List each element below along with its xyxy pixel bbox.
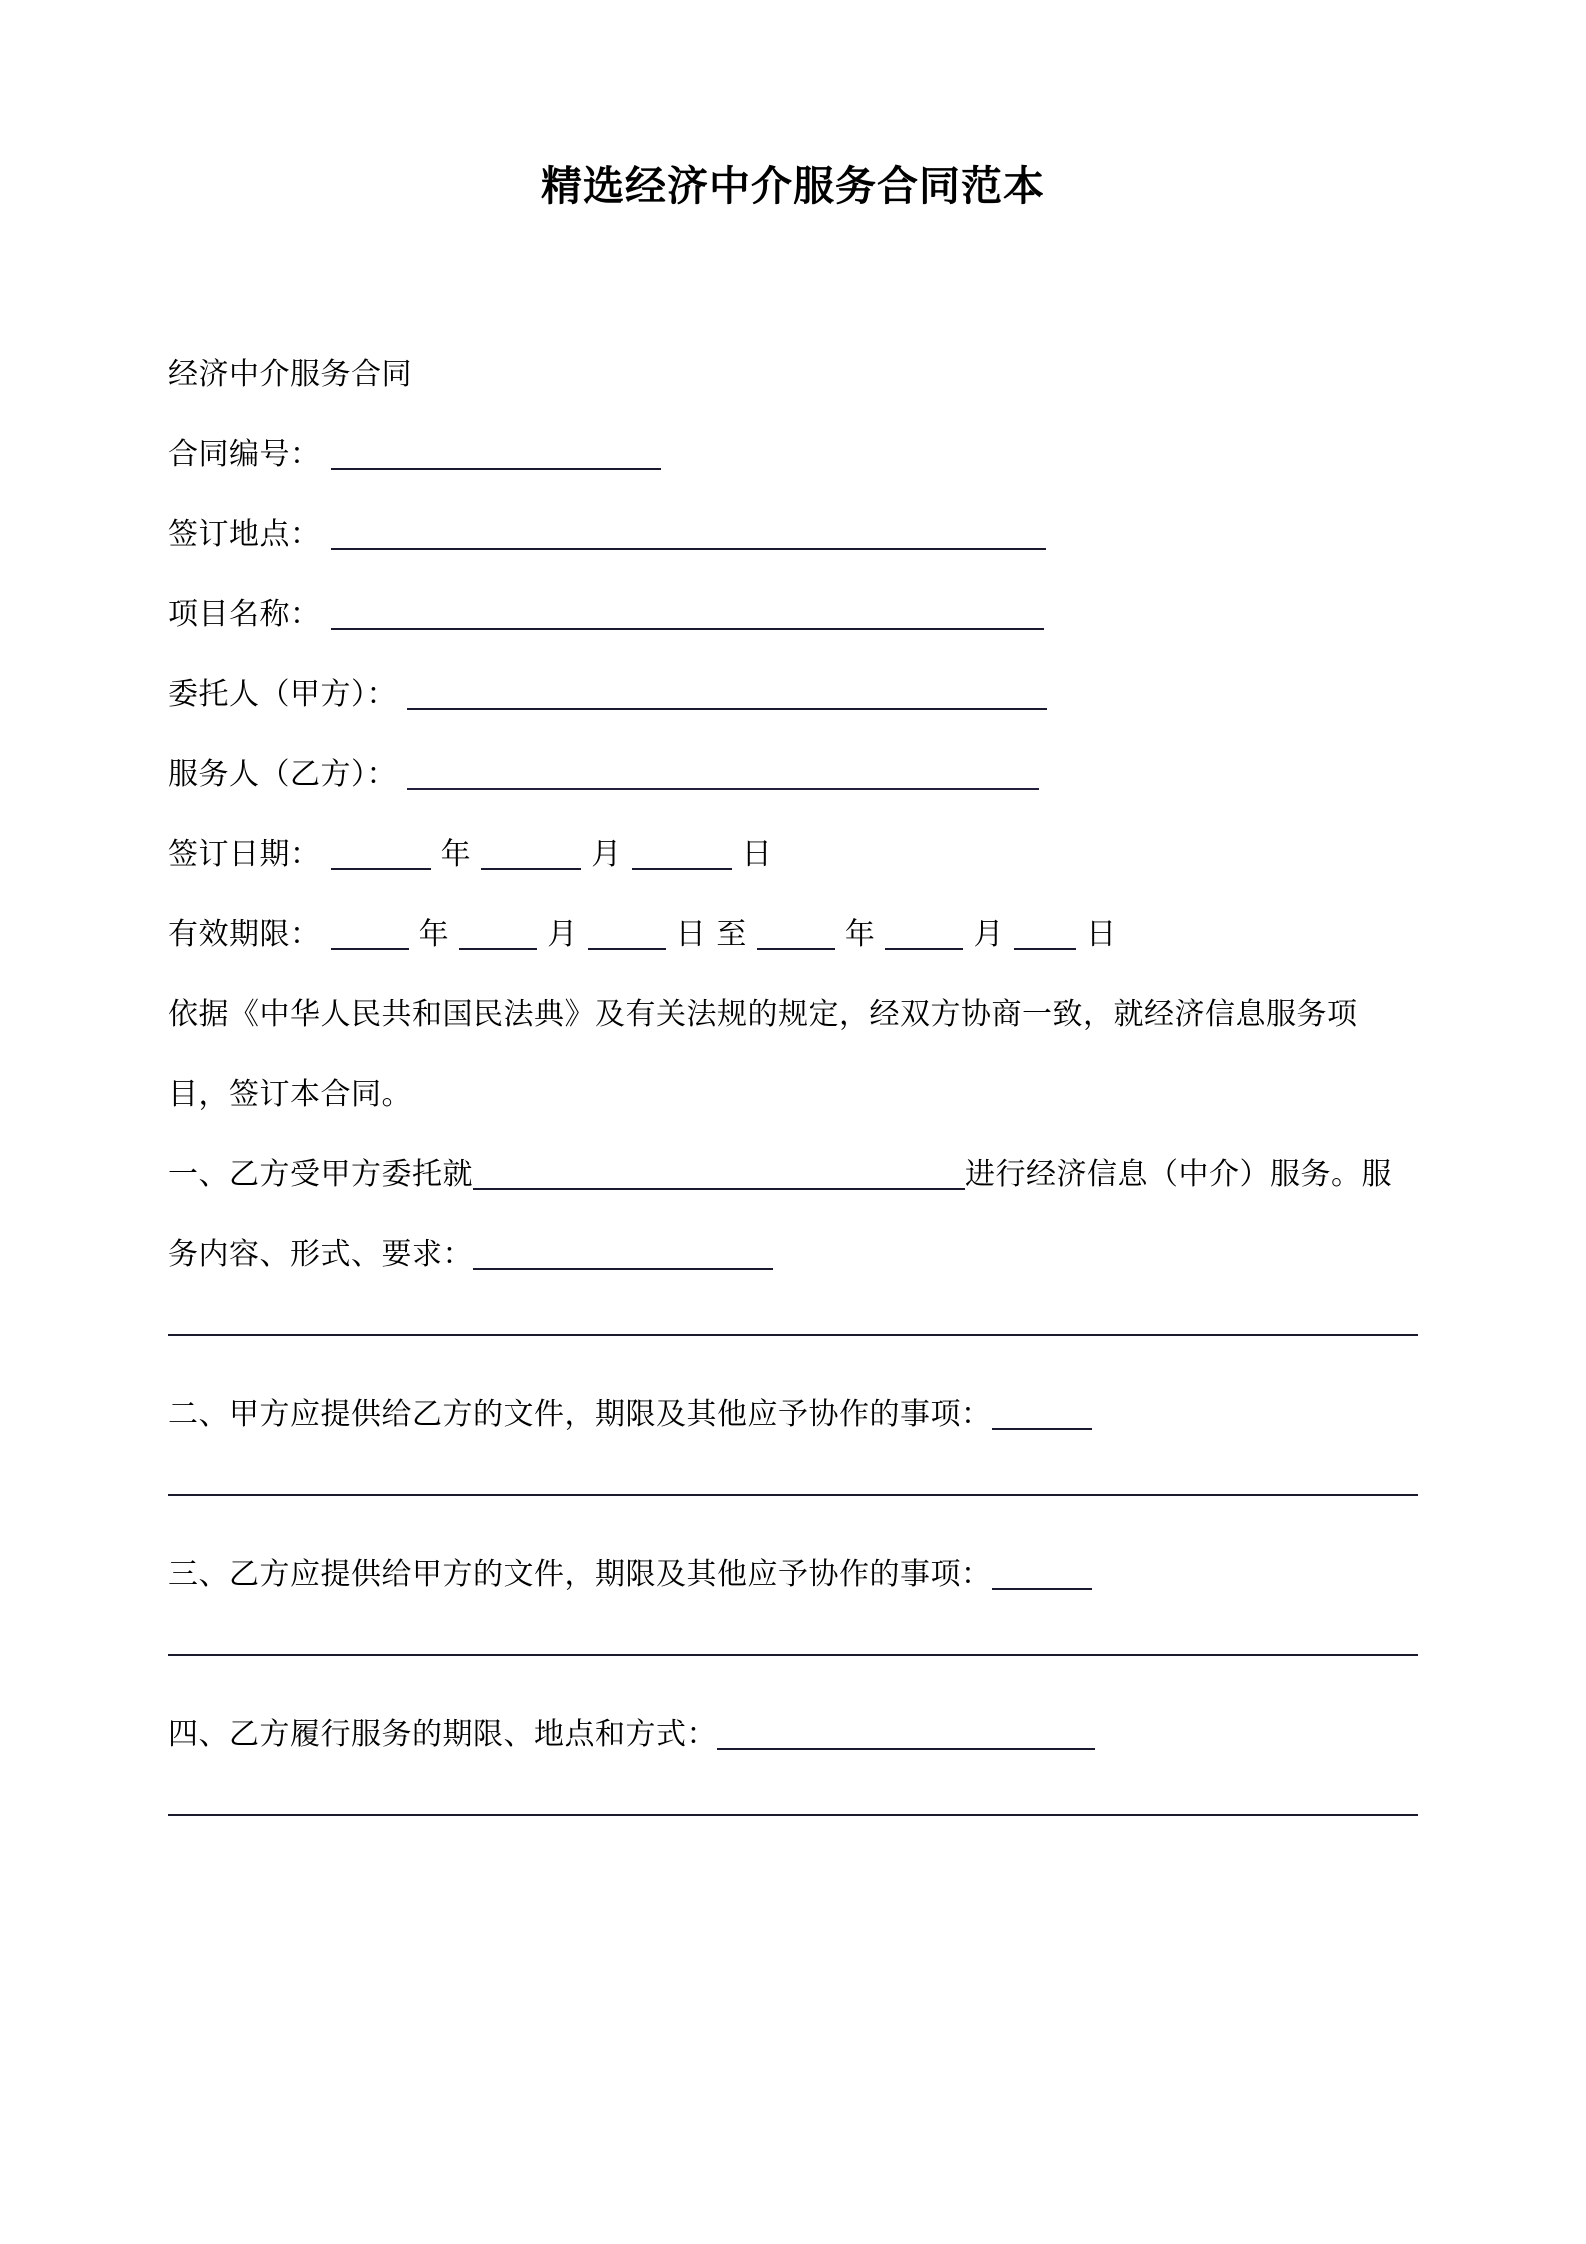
field-sign-date	[168, 815, 1418, 895]
field-label: 有效期限：	[168, 917, 321, 953]
document-body	[168, 335, 1418, 1855]
blank-rule[interactable]	[168, 1654, 1418, 1656]
sign-date-day-unit: 日	[741, 837, 773, 873]
valid-term-to-label: 至	[716, 917, 747, 953]
valid-term-day-unit: 日	[675, 917, 707, 953]
clause-2-number: 二、	[168, 1397, 229, 1433]
blank-rule[interactable]	[168, 1814, 1418, 1816]
valid-term-year-unit: 年	[418, 917, 450, 953]
field-label: 签订日期：	[168, 837, 321, 873]
party-b-input[interactable]	[407, 758, 1039, 790]
valid-term-start-day-input[interactable]	[588, 918, 666, 950]
clause-2	[168, 1375, 1418, 1455]
field-project-name	[168, 575, 1418, 655]
clause-2-text: 甲方应提供给乙方的文件，期限及其他应予协作的事项：	[229, 1397, 992, 1433]
field-party-a	[168, 655, 1418, 735]
clause-1-subject-input[interactable]	[473, 1158, 965, 1190]
field-label: 项目名称：	[168, 597, 321, 633]
sign-date-month-input[interactable]	[481, 838, 581, 870]
clause-4-text: 乙方履行服务的期限、地点和方式：	[229, 1717, 717, 1753]
field-valid-term	[168, 895, 1418, 975]
clause-3-continuation-rule[interactable]	[168, 1615, 1418, 1695]
valid-term-end-day-input[interactable]	[1014, 918, 1076, 950]
field-sign-place	[168, 495, 1418, 575]
blank-rule[interactable]	[168, 1334, 1418, 1336]
clause-1-detail-input[interactable]	[473, 1238, 773, 1270]
field-label: 合同编号：	[168, 437, 321, 473]
clause-4-number: 四、	[168, 1717, 229, 1753]
sign-date-year-unit: 年	[440, 837, 472, 873]
field-label: 服务人（乙方）：	[168, 757, 397, 793]
page-title: 精选经济中介服务合同范本	[541, 162, 1045, 210]
preamble-paragraph: 依据《中华人民共和国民法典》及有关法规的规定，经双方协商一致，就经济信息服务项目，签订本合同。	[168, 997, 1358, 1113]
sign-place-input[interactable]	[331, 518, 1046, 550]
clause-1	[168, 1135, 1418, 1295]
field-party-b	[168, 735, 1418, 815]
valid-term-end-year-input[interactable]	[757, 918, 835, 950]
clause-1-text-before: 乙方受甲方委托就	[229, 1157, 473, 1193]
clause-1-continuation-rule[interactable]	[168, 1295, 1418, 1375]
valid-term-month-unit-2: 月	[973, 917, 1005, 953]
party-a-input[interactable]	[407, 678, 1047, 710]
clause-3-input[interactable]	[992, 1558, 1092, 1590]
blank-rule[interactable]	[168, 1494, 1418, 1496]
valid-term-month-unit: 月	[547, 917, 578, 953]
field-label: 委托人（甲方）：	[168, 677, 397, 713]
field-label: 签订地点：	[168, 517, 321, 553]
clause-4-continuation-rule[interactable]	[168, 1775, 1418, 1855]
clause-3	[168, 1535, 1418, 1615]
field-contract-number	[168, 415, 1418, 495]
valid-term-day-unit-2: 日	[1086, 917, 1117, 953]
valid-term-year-unit-2: 年	[844, 917, 876, 953]
document-heading-label: 经济中介服务合同	[168, 357, 412, 393]
clause-4	[168, 1695, 1418, 1775]
document-heading	[168, 335, 1418, 415]
project-name-input[interactable]	[331, 598, 1044, 630]
clause-3-text: 乙方应提供给甲方的文件，期限及其他应予协作的事项：	[229, 1557, 992, 1593]
valid-term-start-month-input[interactable]	[459, 918, 537, 950]
clause-1-text-middle: 进行经济信息（中介）服务。服务内容、形式、要求：	[168, 1157, 1392, 1273]
clause-3-number: 三、	[168, 1557, 229, 1593]
valid-term-start-year-input[interactable]	[331, 918, 409, 950]
sign-date-year-input[interactable]	[331, 838, 431, 870]
valid-term-end-month-input[interactable]	[885, 918, 963, 950]
clause-2-continuation-rule[interactable]	[168, 1455, 1418, 1535]
clause-2-input[interactable]	[992, 1398, 1092, 1430]
clause-1-number: 一、	[168, 1157, 229, 1193]
contract-number-input[interactable]	[331, 438, 661, 470]
clause-4-input[interactable]	[717, 1718, 1095, 1750]
sign-date-month-unit: 月	[591, 837, 622, 873]
sign-date-day-input[interactable]	[632, 838, 732, 870]
